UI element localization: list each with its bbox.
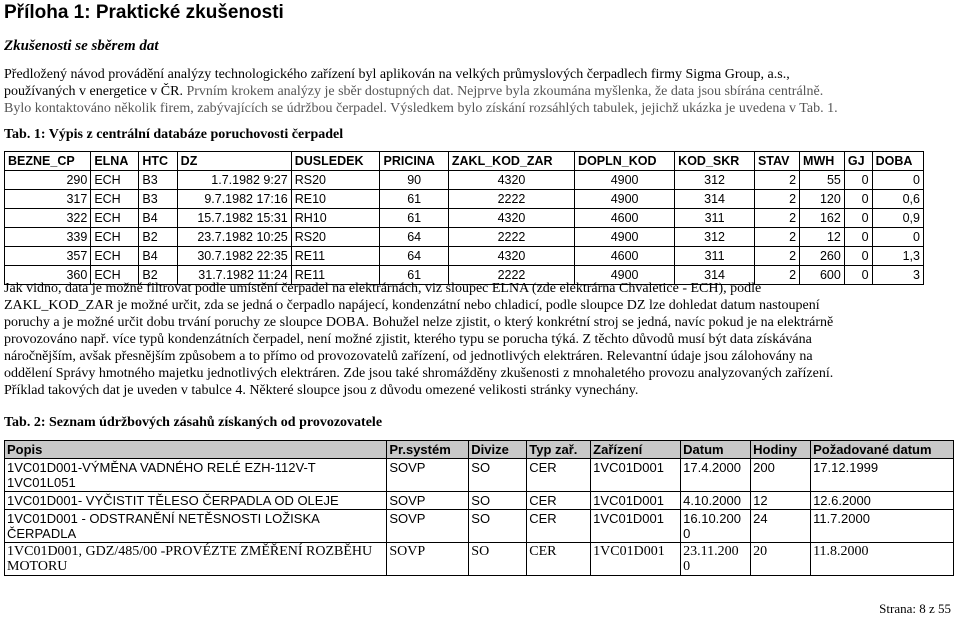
column-header: MWH bbox=[800, 152, 845, 171]
table-row bbox=[5, 492, 954, 510]
failure-table bbox=[4, 151, 924, 285]
body-line-5: náročnějším, avšak přesnějším způsobem a to přímo od provozovatelů zařízení, od jednotlivých elektráren. Relevantní údaje jsou zálohovány na bbox=[4, 349, 813, 364]
table-row bbox=[5, 543, 954, 576]
page-number: Strana: 8 z 55 bbox=[879, 601, 951, 616]
table-cell: 16.10.200 0 bbox=[681, 510, 751, 543]
table-row bbox=[5, 247, 924, 266]
table-cell: 120 bbox=[800, 190, 845, 209]
intro-line-2: používaných v energetice v ČR. Prvním krokem analýzy je sběr dostupných dat. Nejprve byla zkoumána myšlenka, že data jsou sbírána centrálně. bbox=[4, 84, 824, 99]
failure-table-body bbox=[5, 171, 924, 285]
table-cell: 4.10.2000 bbox=[681, 492, 751, 510]
table-cell: B4 bbox=[139, 209, 177, 228]
table-cell: 90 bbox=[380, 171, 448, 190]
table1-caption: Tab. 1: Výpis z centrální databáze poruchovosti čerpadel bbox=[4, 127, 344, 142]
table-cell: 0 bbox=[872, 228, 923, 247]
table-cell: 314 bbox=[675, 190, 755, 209]
table-cell: SO bbox=[469, 543, 527, 576]
column-header: DOBA bbox=[872, 152, 923, 171]
table-cell: 360 bbox=[5, 266, 91, 285]
column-header: HTC bbox=[139, 152, 177, 171]
table-cell: 12.6.2000 bbox=[811, 492, 954, 510]
column-header: PRICINA bbox=[380, 152, 448, 171]
table-cell: RH10 bbox=[291, 209, 380, 228]
table-row bbox=[5, 171, 924, 190]
table-cell: 11.8.2000 bbox=[811, 543, 954, 576]
table-cell: 317 bbox=[5, 190, 91, 209]
table-cell: 200 bbox=[751, 459, 811, 492]
table-cell: 311 bbox=[675, 247, 755, 266]
table-cell: 2 bbox=[754, 266, 799, 285]
table-cell: 4900 bbox=[575, 190, 675, 209]
table-cell: 1VC01D001 bbox=[591, 543, 681, 576]
body-line-3: poruchy a je možné určit dobu trvání poruchy ze sloupce DOBA. Bohužel nelze zjistit, o který konkrétní stroj se jedná, navíc pokud je na elektrárně bbox=[4, 315, 834, 330]
table-cell: 64 bbox=[380, 228, 448, 247]
table-cell: ECH bbox=[91, 209, 139, 228]
table-cell: 2 bbox=[754, 171, 799, 190]
table-cell: 0 bbox=[844, 171, 872, 190]
body-line-7: Příklad takových dat je uveden v tabulce 4. Některé sloupce jsou z důvodu omezené velikosti stránky vynechány. bbox=[4, 383, 639, 398]
table-cell: 31.7.1982 11:24 bbox=[177, 266, 291, 285]
table-cell: 357 bbox=[5, 247, 91, 266]
table-cell: 23.7.1982 10:25 bbox=[177, 228, 291, 247]
table-cell: 4600 bbox=[575, 247, 675, 266]
table-cell: ECH bbox=[91, 171, 139, 190]
table-cell: 30.7.1982 22:35 bbox=[177, 247, 291, 266]
table-header-row bbox=[5, 441, 954, 459]
table-cell: 17.12.1999 bbox=[811, 459, 954, 492]
table-cell: 1VC01D001- VYČISTIT TĚLESO ČERPADLA OD OLEJE bbox=[5, 492, 387, 510]
table-cell: 1VC01D001 bbox=[591, 492, 681, 510]
table-cell: 24 bbox=[751, 510, 811, 543]
table-cell: 312 bbox=[675, 228, 755, 247]
table-cell: 600 bbox=[800, 266, 845, 285]
table-cell: 15.7.1982 15:31 bbox=[177, 209, 291, 228]
column-header: DZ bbox=[177, 152, 291, 171]
table-cell: SO bbox=[469, 459, 527, 492]
column-header: Zařízení bbox=[591, 441, 681, 459]
table-cell: 0 bbox=[844, 190, 872, 209]
table-cell: 0 bbox=[844, 266, 872, 285]
table-cell: 311 bbox=[675, 209, 755, 228]
column-header: Datum bbox=[681, 441, 751, 459]
column-header: Pr.systém bbox=[387, 441, 469, 459]
column-header: KOD_SKR bbox=[675, 152, 755, 171]
table-cell: SOVP bbox=[387, 543, 469, 576]
table-cell: 4320 bbox=[448, 247, 574, 266]
intro-paragraph bbox=[4, 66, 954, 117]
table-row bbox=[5, 459, 954, 492]
body-line-4: provozováno např. více typů kondenzátních čerpadel, není možné zjistit, kterého typu se porucha týká. Z těchto důvodů musí být data získávána bbox=[4, 332, 812, 347]
intro-line-1: Předložený návod provádění analýzy technologického zařízení byl aplikován na velkých průmyslových čerpadlech firmy Sigma Group, a.s., bbox=[4, 67, 790, 82]
column-header: GJ bbox=[844, 152, 872, 171]
maintenance-table bbox=[4, 440, 954, 576]
table-cell: 1.7.1982 9:27 bbox=[177, 171, 291, 190]
table-cell: 4900 bbox=[575, 171, 675, 190]
table-cell: B3 bbox=[139, 171, 177, 190]
table-cell: ECH bbox=[91, 190, 139, 209]
table-cell: B2 bbox=[139, 228, 177, 247]
table-cell: B3 bbox=[139, 190, 177, 209]
page-heading: Příloha 1: Praktické zkušenosti bbox=[4, 2, 284, 23]
column-header: Hodiny bbox=[751, 441, 811, 459]
table-cell: 3 bbox=[872, 266, 923, 285]
table-cell: 2222 bbox=[448, 266, 574, 285]
table-cell: SOVP bbox=[387, 510, 469, 543]
table-cell: CER bbox=[527, 510, 591, 543]
table-row bbox=[5, 209, 924, 228]
table-cell: 2222 bbox=[448, 228, 574, 247]
table-cell: RS20 bbox=[291, 171, 380, 190]
table-cell: 61 bbox=[380, 266, 448, 285]
table-cell: B4 bbox=[139, 247, 177, 266]
table-cell: 17.4.2000 bbox=[681, 459, 751, 492]
table-cell: RE10 bbox=[291, 190, 380, 209]
column-header: DOPLN_KOD bbox=[575, 152, 675, 171]
table-cell: 0 bbox=[844, 247, 872, 266]
table-cell: 4320 bbox=[448, 209, 574, 228]
table-cell: 1VC01D001 bbox=[591, 510, 681, 543]
table2-caption: Tab. 2: Seznam údržbových zásahů získaných od provozovatele bbox=[4, 415, 383, 430]
table-cell: 0,6 bbox=[872, 190, 923, 209]
table-cell: 64 bbox=[380, 247, 448, 266]
table-cell: 2 bbox=[754, 247, 799, 266]
table-cell: 1VC01D001 - ODSTRANĚNÍ NETĚSNOSTI LOŽISKA ČERPADLA bbox=[5, 510, 387, 543]
column-header: Popis bbox=[5, 441, 387, 459]
table-cell: 0,9 bbox=[872, 209, 923, 228]
table-cell: 12 bbox=[751, 492, 811, 510]
table-cell: 312 bbox=[675, 171, 755, 190]
maintenance-table-body bbox=[5, 459, 954, 576]
column-header: ELNA bbox=[91, 152, 139, 171]
table-cell: 2 bbox=[754, 190, 799, 209]
table-cell: 0 bbox=[844, 228, 872, 247]
table-cell: RE11 bbox=[291, 266, 380, 285]
body-line-6: oddělení Správy hmotného majetku jednotlivých elektráren. Zde jsou také shromážděny zkušenosti z mnohaletého provozu analyzovaných zařízení. bbox=[4, 366, 834, 381]
table-cell: 4320 bbox=[448, 171, 574, 190]
table-cell: ECH bbox=[91, 228, 139, 247]
table-cell: 2 bbox=[754, 228, 799, 247]
table-cell: 0 bbox=[872, 171, 923, 190]
table-cell: 260 bbox=[800, 247, 845, 266]
table-cell: ECH bbox=[91, 247, 139, 266]
table-cell: 162 bbox=[800, 209, 845, 228]
body-paragraph bbox=[4, 280, 954, 399]
table-cell: 1,3 bbox=[872, 247, 923, 266]
section-subheading: Zkušenosti se sběrem dat bbox=[4, 38, 159, 54]
table-cell: 61 bbox=[380, 190, 448, 209]
table-cell: 4600 bbox=[575, 209, 675, 228]
column-header: Typ zař. bbox=[527, 441, 591, 459]
column-header: Divize bbox=[469, 441, 527, 459]
table-cell: 55 bbox=[800, 171, 845, 190]
table-row bbox=[5, 228, 924, 247]
table-cell: 9.7.1982 17:16 bbox=[177, 190, 291, 209]
table-cell: 12 bbox=[800, 228, 845, 247]
table-cell: 4900 bbox=[575, 228, 675, 247]
table-cell: RS20 bbox=[291, 228, 380, 247]
table-cell: 11.7.2000 bbox=[811, 510, 954, 543]
body-line-1: Jak vidno, data je možné filtrovat podle umístění čerpadel na elektrárnách, viz sloupec ELNA (zde elektrárna Chvaletice - ECH), podle bbox=[4, 281, 762, 296]
table-cell: ECH bbox=[91, 266, 139, 285]
table-cell: 2 bbox=[754, 209, 799, 228]
column-header: STAV bbox=[754, 152, 799, 171]
column-header: Požadované datum bbox=[811, 441, 954, 459]
table-cell: SOVP bbox=[387, 459, 469, 492]
column-header: ZAKL_KOD_ZAR bbox=[448, 152, 574, 171]
table-cell: CER bbox=[527, 459, 591, 492]
table-cell: 1VC01D001 bbox=[591, 459, 681, 492]
table-cell: B2 bbox=[139, 266, 177, 285]
table-cell: SO bbox=[469, 492, 527, 510]
table-cell: 2222 bbox=[448, 190, 574, 209]
table-cell: RE11 bbox=[291, 247, 380, 266]
table-row bbox=[5, 510, 954, 543]
table-cell: 290 bbox=[5, 171, 91, 190]
table-cell: 4900 bbox=[575, 266, 675, 285]
table-cell: SOVP bbox=[387, 492, 469, 510]
table-row bbox=[5, 190, 924, 209]
table-cell: 1VC01D001-VÝMĚNA VADNÉHO RELÉ EZH-112V-T 1VC01L051 bbox=[5, 459, 387, 492]
table-cell: CER bbox=[527, 543, 591, 576]
table-cell: 1VC01D001, GDZ/485/00 -PROVÉZTE ZMĚŘENÍ ROZBĚHU MOTORU bbox=[5, 543, 387, 576]
intro-line-3: Bylo kontaktováno několik firem, zabývajících se údržbou čerpadel. Výsledkem bylo získání rozsáhlých tabulek, jejichž ukázka je uvedena v Tab. 1. bbox=[4, 101, 838, 116]
table-cell: 20 bbox=[751, 543, 811, 576]
table-cell: SO bbox=[469, 510, 527, 543]
table-cell: 61 bbox=[380, 209, 448, 228]
table-cell: 314 bbox=[675, 266, 755, 285]
body-line-2: ZAKL_KOD_ZAR je možné určit, zda se jedná o čerpadlo napájecí, kondenzátní nebo chladicí, podle sloupce DZ lze dohledat datum nastoupení bbox=[4, 298, 820, 313]
table-cell: 322 bbox=[5, 209, 91, 228]
table-header-row bbox=[5, 152, 924, 171]
table-cell: 0 bbox=[844, 209, 872, 228]
column-header: BEZNE_CP bbox=[5, 152, 91, 171]
table-cell: CER bbox=[527, 492, 591, 510]
column-header: DUSLEDEK bbox=[291, 152, 380, 171]
table-cell: 23.11.200 0 bbox=[681, 543, 751, 576]
table-cell: 339 bbox=[5, 228, 91, 247]
